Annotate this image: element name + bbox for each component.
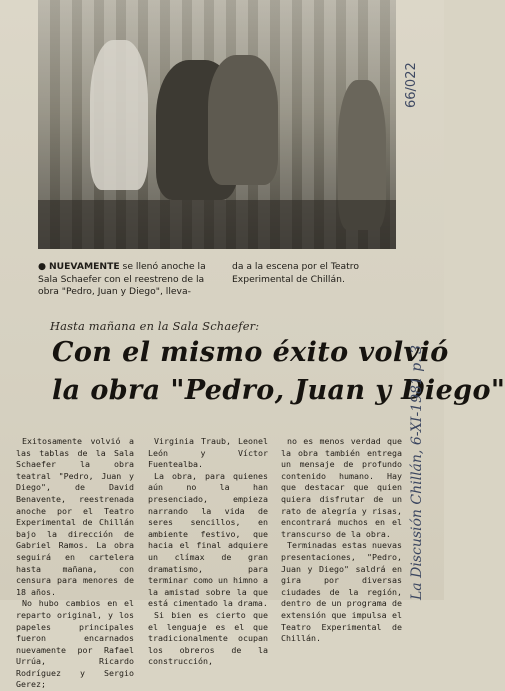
- handwritten-catalog-number: 66/022: [404, 62, 419, 108]
- caption-lead: NUEVAMENTE: [48, 261, 120, 272]
- theater-photo: [38, 0, 396, 249]
- headline-line-1: Con el mismo éxito volvió: [52, 337, 449, 368]
- headline-line-2: la obra "Pedro, Juan y Diego": [52, 375, 505, 406]
- paragraph: no es menos verdad que la obra también entrega un mensaje de profundo contenido humano. Hay que destacar que quien quiera disfrutar de un rato de alegría y risas, encontrará muchos en el transcurso de la obra.: [281, 436, 402, 539]
- handwritten-source-note: La Discusión Chillán, 6-XI-1981 p. 3: [409, 344, 425, 600]
- article-column-3: [281, 436, 402, 645]
- kicker: Hasta mañana en la Sala Schaefer:: [50, 319, 260, 333]
- paragraph: Si bien es cierto que el lenguaje es el que tradicionalmente ocupan los obreros de la construcción,: [148, 609, 268, 667]
- photo-caption-right: da a la escena por el Teatro Experimental de Chillán.: [232, 261, 359, 285]
- photo-caption-left: [38, 261, 224, 299]
- paragraph: No hubo cambios en el reparto original, y los papeles principales fueron encarnados nuevamente por Rafael Urrúa, Ricardo Rodríguez y Sergio Gerez;: [16, 598, 134, 690]
- paragraph: La obra, para quienes aún no la han presenciado, empieza narrando la vida de seres sencillos, en ambiente festivo, que hacia el final adquiere un clímax de gran dramatismo, para terminar como un himno a la amistad sobre la que está cimentado la drama.: [148, 470, 268, 609]
- article-column-1: [16, 436, 134, 691]
- paragraph: Virginia Traub, Leonel León y Víctor Fuentealba.: [148, 436, 268, 470]
- paragraph: Exitosamente volvió a las tablas de la Sala Schaefer la obra teatral "Pedro, Juan y Diego", de David Benavente, reestrenada anoche por el Teatro Experimental de Chillán bajo la dirección de Gabriel Ramos. La obra seguirá en cartelera hasta mañana, con censura para menores de 18 años.: [16, 436, 134, 597]
- article-column-2: [148, 436, 268, 668]
- bullet-icon: ●: [38, 261, 49, 272]
- caption-left-text: se llenó anoche la Sala Schaefer con el reestreno de la obra "Pedro, Juan y Diego", lleva-: [38, 261, 206, 297]
- paragraph: Terminadas estas nuevas presentaciones, "Pedro, Juan y Diego" saldrá en gira por diversas ciudades de la región, dentro de un programa de extensión que impulsa el Teatro Experimental de Chillán.: [281, 540, 402, 644]
